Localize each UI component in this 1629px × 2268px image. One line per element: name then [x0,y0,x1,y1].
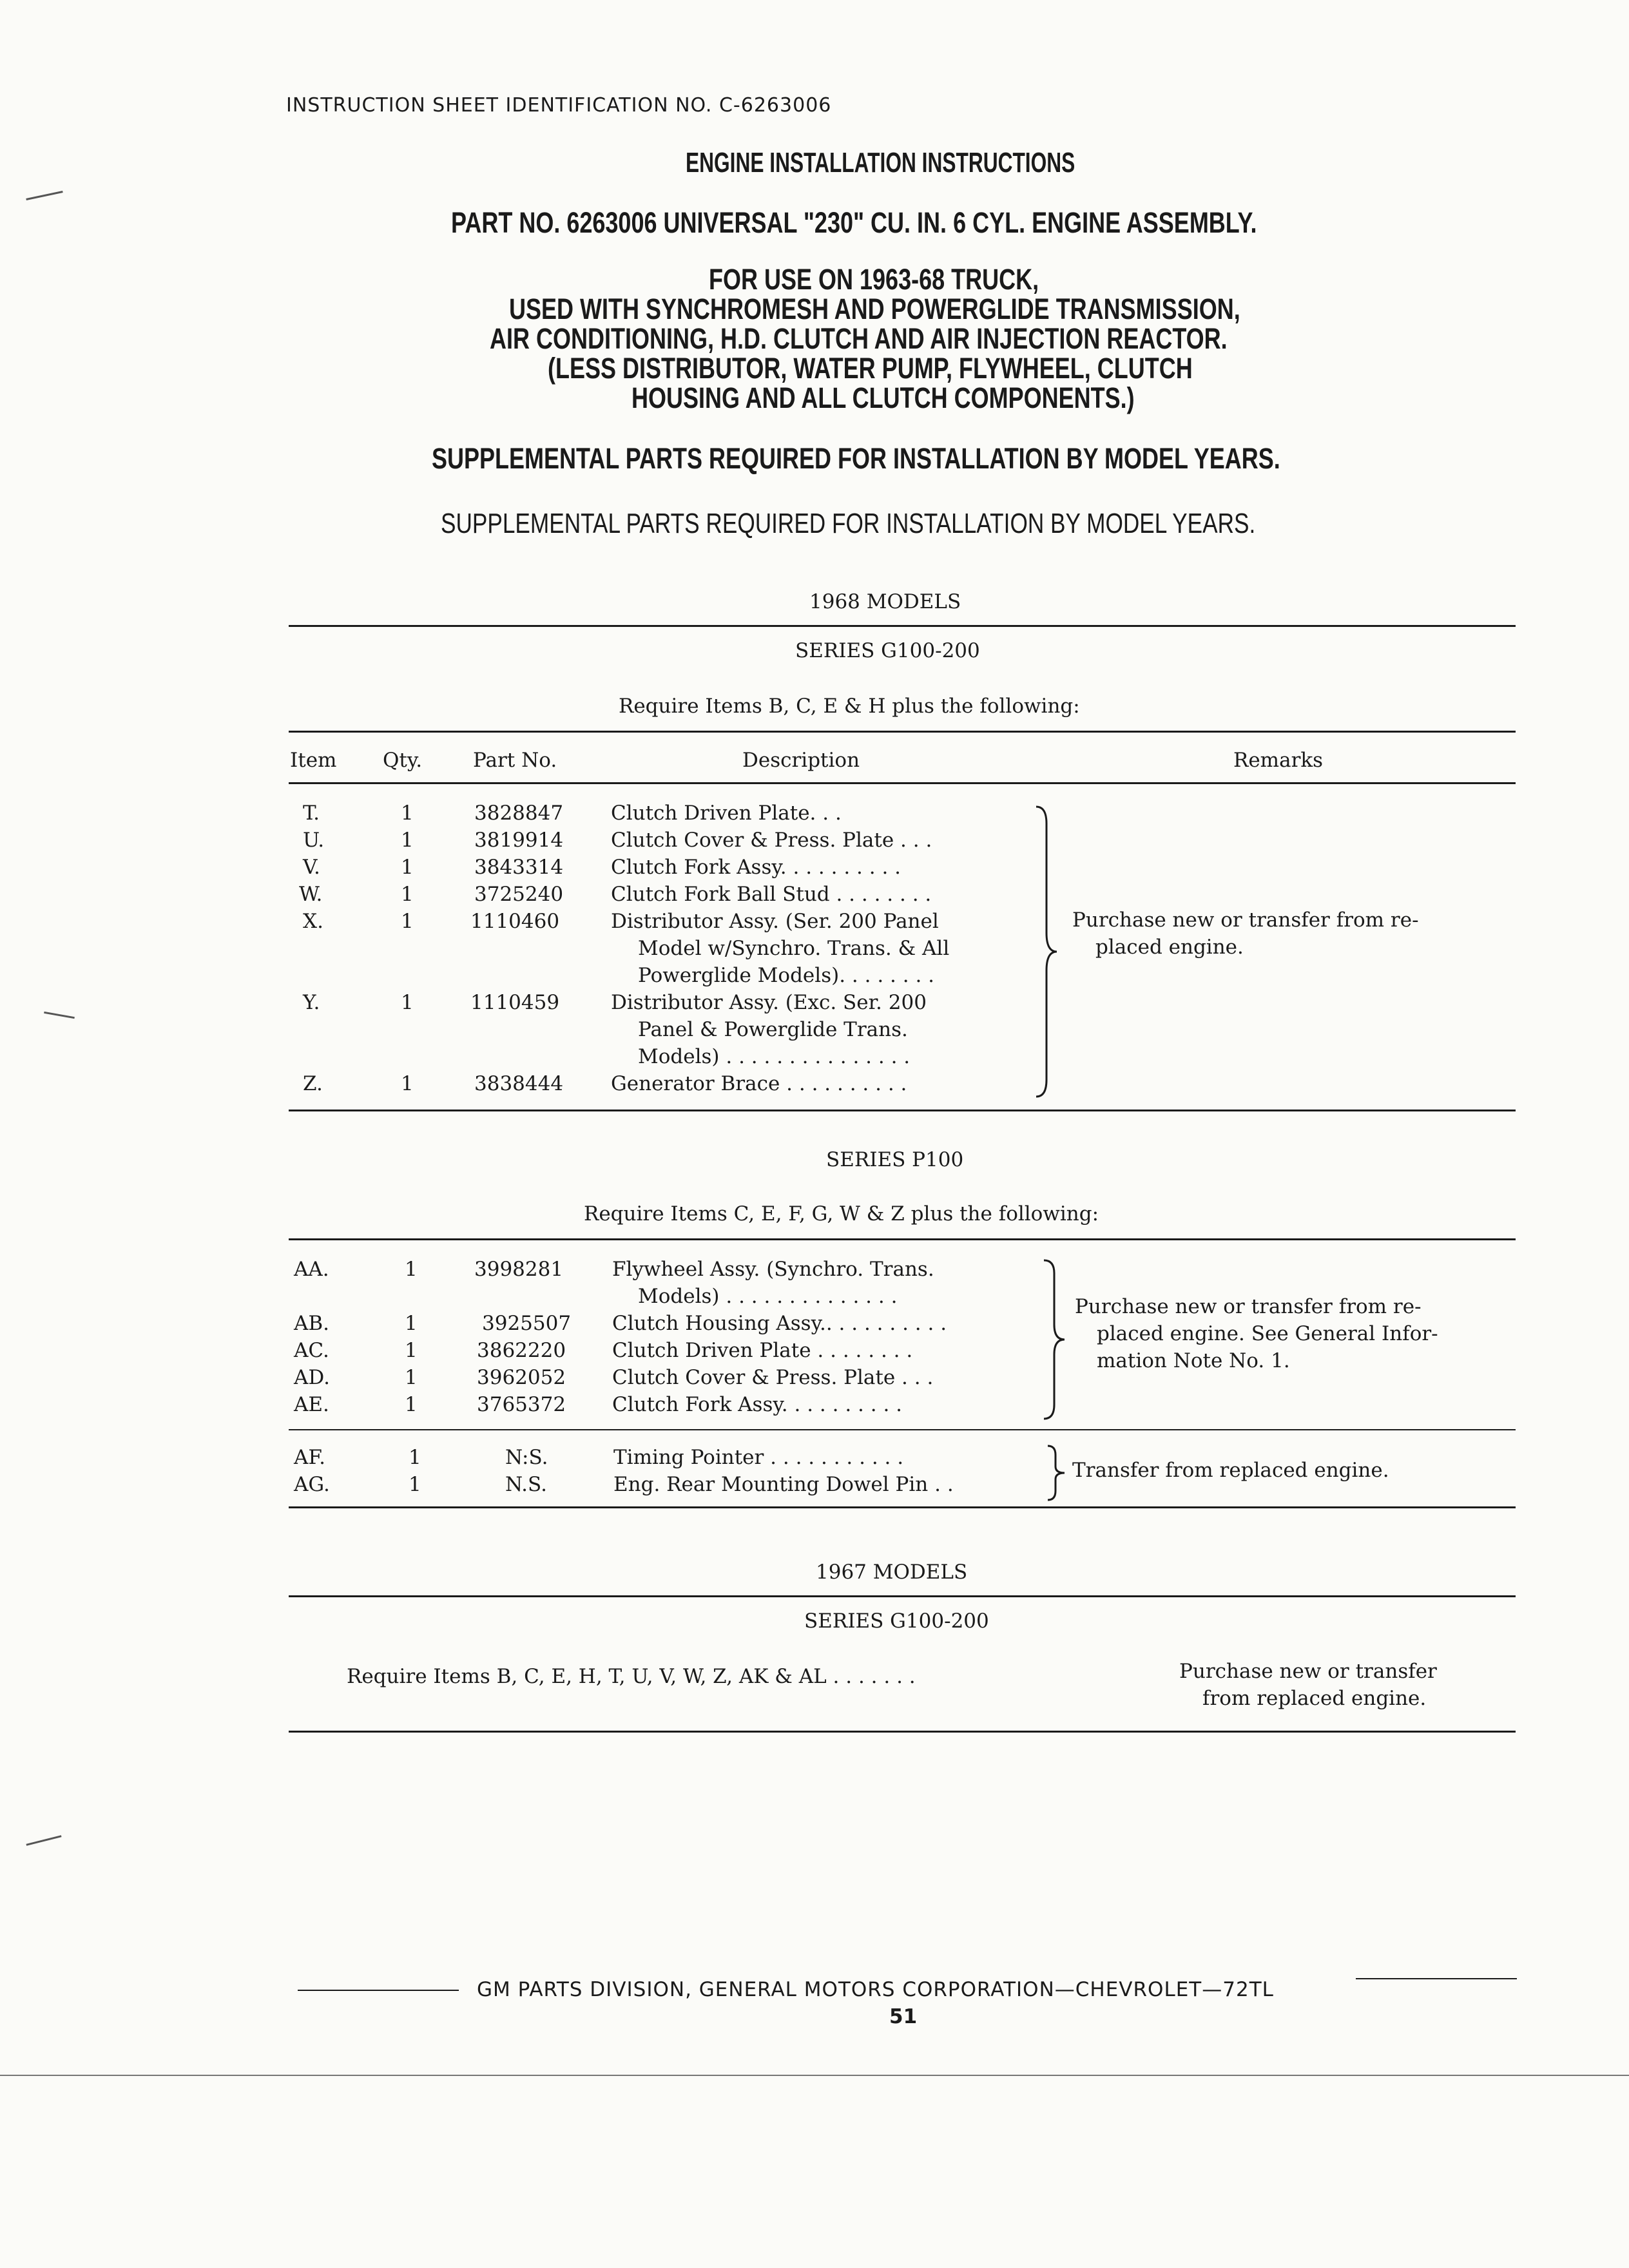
part-number: 3828847 [474,802,564,825]
qty: 1 [401,802,414,825]
usage-line: FOR USE ON 1963-68 TRUCK, [709,263,1039,296]
description: Generator Brace . . . . . . . . . . [611,1072,907,1095]
usage-line: (LESS DISTRIBUTOR, WATER PUMP, FLYWHEEL, CLUTCH [548,352,1193,385]
description: Eng. Rear Mounting Dowel Pin . . [613,1473,954,1496]
scan-edge-line [0,2075,1629,2076]
item-code: T. [303,802,320,825]
divider [289,1110,1516,1111]
part-number: 3819914 [474,829,564,852]
remarks-text: Transfer from replaced engine. [1072,1459,1389,1482]
item-code: X. [303,910,323,933]
description: Powerglide Models). . . . . . . . [638,964,935,987]
part-number: N.S. [505,1473,547,1496]
item-code: AB. [294,1312,330,1335]
footer-rule-right [1356,1978,1517,1979]
remarks-text: placed engine. [1095,936,1244,959]
right-brace-icon [1034,804,1059,1099]
col-remarks: Remarks [1233,749,1324,772]
series-g-heading: SERIES G100-200 [795,639,980,662]
col-description: Description [742,749,860,772]
qty: 1 [401,883,414,906]
item-code: AD. [294,1366,330,1389]
description: Clutch Cover & Press. Plate . . . [612,1366,934,1389]
part-number: 3843314 [474,856,564,879]
models-1968-heading: 1968 MODELS [809,590,961,613]
item-code: W. [299,883,323,906]
description: Models) . . . . . . . . . . . . . . . [638,1045,911,1068]
description: Model w/Synchro. Trans. & All [638,937,950,960]
item-code: AF. [294,1446,325,1469]
right-brace-icon [1041,1258,1067,1421]
description: Models) . . . . . . . . . . . . . . [638,1285,898,1308]
description: Clutch Fork Assy. . . . . . . . . . [612,1393,902,1416]
scan-mark [26,191,63,200]
item-code: AG. [294,1473,330,1496]
scan-mark [44,1012,75,1019]
series-p-require: Require Items C, E, F, G, W & Z plus the following: [584,1202,1099,1225]
qty: 1 [405,1339,418,1362]
qty: 1 [401,910,414,933]
identification-number: INSTRUCTION SHEET IDENTIFICATION NO. C-6263006 [286,94,832,117]
description: Timing Pointer . . . . . . . . . . . [613,1446,904,1469]
description: Panel & Powerglide Trans. [638,1018,908,1041]
qty: 1 [409,1446,421,1469]
part-number-line: PART NO. 6263006 UNIVERSAL "230" CU. IN. 6 CYL. ENGINE ASSEMBLY. [451,206,1257,239]
remarks-text: placed engine. See General Infor- [1097,1322,1438,1345]
part-number: 1110459 [470,991,560,1014]
description: Clutch Fork Ball Stud . . . . . . . . [611,883,932,906]
part-number: 3838444 [474,1072,564,1095]
footer-rule-left [298,1990,459,1991]
qty: 1 [405,1366,418,1389]
qty: 1 [401,991,414,1014]
models-1967-heading: 1967 MODELS [816,1561,968,1584]
qty: 1 [409,1473,421,1496]
col-qty: Qty. [383,749,423,772]
usage-line: USED WITH SYNCHROMESH AND POWERGLIDE TRANSMISSION, [509,293,1240,325]
divider [289,731,1516,733]
description: Clutch Fork Assy. . . . . . . . . . [611,856,901,879]
divider [289,625,1516,627]
col-part: Part No. [473,749,557,772]
part-number: 3725240 [474,883,564,906]
series-p-heading: SERIES P100 [826,1148,964,1171]
qty: 1 [405,1312,418,1335]
right-brace-icon [1045,1443,1068,1503]
item-code: Y. [303,991,320,1014]
item-code: AA. [294,1258,329,1281]
scan-mark [26,1835,61,1845]
qty: 1 [401,1072,414,1095]
description: Clutch Driven Plate . . . . . . . . [612,1339,913,1362]
supplemental-heading: SUPPLEMENTAL PARTS REQUIRED FOR INSTALLATION BY MODEL YEARS. [441,508,1256,539]
divider [289,1506,1516,1508]
description: Clutch Cover & Press. Plate . . . [611,829,932,852]
divider [289,1731,1516,1733]
series-1967-heading: SERIES G100-200 [804,1610,989,1633]
divider [289,782,1516,784]
description: Clutch Housing Assy.. . . . . . . . . . [612,1312,947,1335]
divider [289,1429,1516,1430]
item-code: V. [303,856,320,879]
item-code: AE. [294,1393,329,1416]
footer-division: GM PARTS DIVISION, GENERAL MOTORS CORPORATION—CHEVROLET—72TL [477,1978,1274,2001]
remarks-text: mation Note No. 1. [1097,1349,1290,1372]
item-code: AC. [294,1339,329,1362]
remarks-text: from replaced engine. [1202,1687,1427,1710]
divider [289,1595,1516,1597]
supplemental-heading: SUPPLEMENTAL PARTS REQUIRED FOR INSTALLATION BY MODEL YEARS. [432,442,1280,475]
part-number: 3862220 [477,1339,566,1362]
divider [289,1238,1516,1240]
part-number: 3998281 [474,1258,564,1281]
usage-line: AIR CONDITIONING, H.D. CLUTCH AND AIR INJECTION REACTOR. [490,322,1228,355]
part-number: 3962052 [477,1366,566,1389]
description: Flywheel Assy. (Synchro. Trans. [612,1258,934,1281]
qty: 1 [405,1393,418,1416]
item-code: U. [303,829,325,852]
description: Distributor Assy. (Ser. 200 Panel [611,910,939,933]
page-title: ENGINE INSTALLATION INSTRUCTIONS [686,147,1075,178]
page-number: 51 [889,2005,918,2028]
item-code: Z. [303,1072,323,1095]
col-item: Item [290,749,337,772]
remarks-text: Purchase new or transfer [1179,1660,1437,1683]
remarks-text: Purchase new or transfer from re- [1072,908,1419,932]
description: Clutch Driven Plate. . . [611,802,842,825]
qty: 1 [401,829,414,852]
remarks-text: Purchase new or transfer from re- [1075,1295,1422,1318]
part-number: 3925507 [482,1312,572,1335]
usage-line: HOUSING AND ALL CLUTCH COMPONENTS.) [631,381,1135,414]
part-number: N:S. [505,1446,548,1469]
series-g-require: Require Items B, C, E & H plus the following: [619,695,1080,718]
qty: 1 [401,856,414,879]
part-number: 1110460 [470,910,560,933]
description: Distributor Assy. (Exc. Ser. 200 [611,991,927,1014]
qty: 1 [405,1258,418,1281]
series-1967-require: Require Items B, C, E, H, T, U, V, W, Z, AK & AL . . . . . . . [347,1665,916,1688]
part-number: 3765372 [477,1393,566,1416]
